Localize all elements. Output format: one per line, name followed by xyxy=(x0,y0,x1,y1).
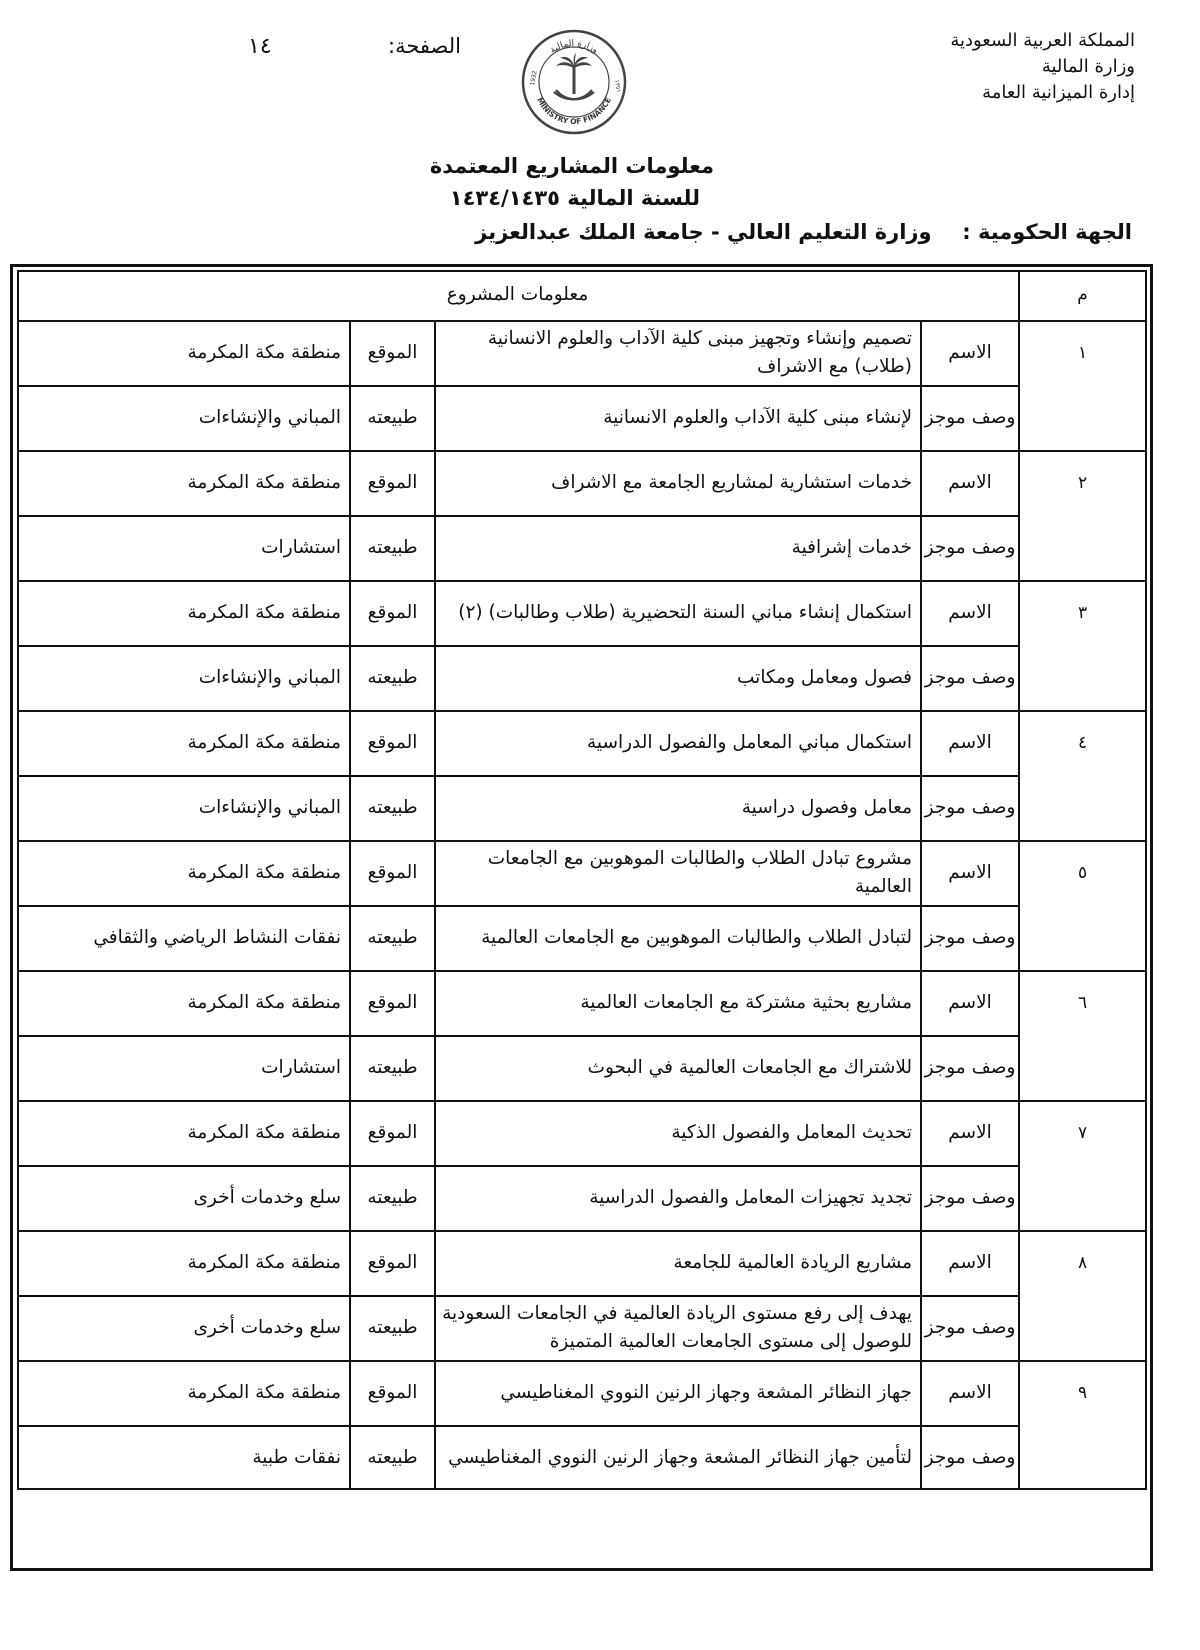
label-location xyxy=(351,710,434,775)
project-name xyxy=(436,1360,920,1425)
label-brief xyxy=(922,385,1018,450)
project-brief-text: تجديد تجهيزات المعامل والفصول الدراسية xyxy=(589,1186,912,1208)
project-nature-text: سلع وخدمات أخرى xyxy=(193,1316,341,1338)
label-brief-text: وصف موجز xyxy=(924,536,1016,558)
label-location-text: الموقع xyxy=(367,1121,418,1143)
department-name: إدارة الميزانية العامة xyxy=(982,82,1135,103)
project-name-text: مشاريع الريادة العالمية للجامعة xyxy=(673,1251,912,1273)
project-location-text: منطقة مكة المكرمة xyxy=(187,341,341,363)
label-name xyxy=(922,580,1018,645)
project-number-text: ٤ xyxy=(1077,732,1088,753)
label-location-text: الموقع xyxy=(367,1251,418,1273)
entity-label: الجهة الحكومية : xyxy=(962,220,1132,244)
project-brief-text: معامل وفصول دراسية xyxy=(741,796,912,818)
project-name-text: خدمات استشارية لمشاريع الجامعة مع الاشراف xyxy=(551,471,912,493)
label-name-text: الاسم xyxy=(948,861,992,883)
project-nature-text: المباني والإنشاءات xyxy=(198,406,341,428)
label-nature-text: طبيعته xyxy=(367,1316,418,1338)
project-number xyxy=(1020,1100,1145,1165)
project-nature xyxy=(19,1165,349,1230)
label-nature xyxy=(351,515,434,580)
label-name xyxy=(922,840,1018,905)
project-location-text: منطقة مكة المكرمة xyxy=(187,1121,341,1143)
label-brief xyxy=(922,905,1018,970)
label-name xyxy=(922,320,1018,385)
label-location xyxy=(351,1100,434,1165)
label-name xyxy=(922,1360,1018,1425)
label-name xyxy=(922,970,1018,1035)
project-nature xyxy=(19,1295,349,1360)
project-number-text: ٣ xyxy=(1077,602,1088,623)
label-name-text: الاسم xyxy=(948,1251,992,1273)
project-brief xyxy=(436,1425,920,1490)
label-nature-text: طبيعته xyxy=(367,1446,418,1468)
project-nature xyxy=(19,515,349,580)
government-entity xyxy=(475,220,1132,244)
label-location-text: الموقع xyxy=(367,861,418,883)
project-number-text: ٥ xyxy=(1077,862,1088,883)
label-location-text: الموقع xyxy=(367,991,418,1013)
label-nature xyxy=(351,775,434,840)
project-brief-text: خدمات إشرافية xyxy=(791,536,912,558)
project-nature xyxy=(19,645,349,710)
project-name xyxy=(436,1100,920,1165)
label-brief-text: وصف موجز xyxy=(924,1056,1016,1078)
project-nature xyxy=(19,775,349,840)
project-brief xyxy=(436,775,920,840)
project-location-text: منطقة مكة المكرمة xyxy=(187,731,341,753)
palm-swords-emblem xyxy=(554,53,594,99)
project-brief-text: للاشتراك مع الجامعات العالمية في البحوث xyxy=(587,1056,912,1078)
project-nature-text: استشارات xyxy=(261,536,341,558)
label-name xyxy=(922,450,1018,515)
label-location-text: الموقع xyxy=(367,471,418,493)
header-project-info xyxy=(17,270,1018,320)
project-brief xyxy=(436,1295,920,1360)
project-name xyxy=(436,970,920,1035)
project-location-text: منطقة مكة المكرمة xyxy=(187,991,341,1013)
project-nature-text: نفقات طبية xyxy=(252,1446,341,1468)
project-brief xyxy=(436,385,920,450)
project-number xyxy=(1020,710,1145,775)
label-location-text: الموقع xyxy=(367,731,418,753)
project-nature-text: استشارات xyxy=(261,1056,341,1078)
label-brief-text: وصف موجز xyxy=(924,666,1016,688)
label-nature xyxy=(351,1165,434,1230)
project-location-text: منطقة مكة المكرمة xyxy=(187,1251,341,1273)
project-location xyxy=(19,450,349,515)
project-location xyxy=(19,710,349,775)
project-nature xyxy=(19,905,349,970)
label-location xyxy=(351,970,434,1035)
label-brief-text: وصف موجز xyxy=(924,1316,1016,1338)
project-name xyxy=(436,580,920,645)
project-brief xyxy=(436,515,920,580)
project-nature xyxy=(19,1035,349,1100)
label-name-text: الاسم xyxy=(948,1121,992,1143)
project-brief xyxy=(436,1035,920,1100)
project-number xyxy=(1020,320,1145,385)
project-number-text: ٢ xyxy=(1077,472,1088,493)
label-location xyxy=(351,1230,434,1295)
project-brief-text: يهدف إلى رفع مستوى الريادة العالمية في الجامعات السعودية للوصول إلى مستوى الجامعات العالمية المتميزة xyxy=(442,1302,912,1352)
project-nature xyxy=(19,1425,349,1490)
label-nature-text: طبيعته xyxy=(367,536,418,558)
label-nature-text: طبيعته xyxy=(367,796,418,818)
label-nature xyxy=(351,385,434,450)
project-brief xyxy=(436,645,920,710)
project-name-text: مشروع تبادل الطلاب والطالبات الموهوبين مع الجامعات العالمية xyxy=(487,847,912,897)
label-name xyxy=(922,1100,1018,1165)
ministry-name: وزارة المالية xyxy=(1041,56,1135,77)
label-brief xyxy=(922,775,1018,840)
label-nature-text: طبيعته xyxy=(367,666,418,688)
project-location xyxy=(19,970,349,1035)
project-nature-text: المباني والإنشاءات xyxy=(198,666,341,688)
project-location xyxy=(19,1230,349,1295)
project-number-text: ١ xyxy=(1077,342,1088,363)
label-name-text: الاسم xyxy=(948,471,992,493)
project-location xyxy=(19,840,349,905)
ministry-logo xyxy=(520,28,628,136)
label-location xyxy=(351,580,434,645)
project-location xyxy=(19,1100,349,1165)
label-nature xyxy=(351,1425,434,1490)
logo-arabic-text: وزارة المالية xyxy=(548,38,600,56)
header-project-info-text: معلومات المشروع xyxy=(446,284,589,305)
label-location xyxy=(351,840,434,905)
project-brief-text: لتبادل الطلاب والطالبات الموهوبين مع الجامعات العالمية xyxy=(481,926,912,948)
label-name-text: الاسم xyxy=(948,601,992,623)
label-name xyxy=(922,1230,1018,1295)
page-label: الصفحة: xyxy=(388,34,461,58)
project-location xyxy=(19,1360,349,1425)
label-brief-text: وصف موجز xyxy=(924,796,1016,818)
label-location-text: الموقع xyxy=(367,1381,418,1403)
label-brief-text: وصف موجز xyxy=(924,1446,1016,1468)
project-nature-text: سلع وخدمات أخرى xyxy=(193,1186,341,1208)
label-brief xyxy=(922,1295,1018,1360)
project-number-text: ٨ xyxy=(1077,1252,1088,1273)
label-location xyxy=(351,450,434,515)
project-location-text: منطقة مكة المكرمة xyxy=(187,861,341,883)
label-location-text: الموقع xyxy=(367,601,418,623)
label-location xyxy=(351,320,434,385)
project-nature-text: المباني والإنشاءات xyxy=(198,796,341,818)
project-number xyxy=(1020,580,1145,645)
project-name-text: مشاريع بحثية مشتركة مع الجامعات العالمية xyxy=(580,991,912,1013)
label-name-text: الاسم xyxy=(948,991,992,1013)
ministry-header xyxy=(950,28,1135,106)
project-name xyxy=(436,450,920,515)
project-number-text: ٧ xyxy=(1077,1122,1088,1143)
label-brief xyxy=(922,1165,1018,1230)
project-number xyxy=(1020,1230,1145,1295)
project-brief xyxy=(436,905,920,970)
project-number-text: ٦ xyxy=(1077,992,1088,1013)
project-location xyxy=(19,580,349,645)
project-location-text: منطقة مكة المكرمة xyxy=(187,601,341,623)
project-brief-text: فصول ومعامل ومكاتب xyxy=(737,666,912,688)
project-brief-text: لتأمين جهاز النظائر المشعة وجهاز الرنين النووي المغناطيسي xyxy=(448,1446,912,1468)
project-brief xyxy=(436,1165,920,1230)
label-brief-text: وصف موجز xyxy=(924,926,1016,948)
label-name-text: الاسم xyxy=(948,1381,992,1403)
label-nature xyxy=(351,1295,434,1360)
project-name-text: تحديث المعامل والفصول الذكية xyxy=(671,1121,912,1143)
header-number-text: م xyxy=(1077,285,1088,305)
project-name xyxy=(436,1230,920,1295)
label-nature xyxy=(351,645,434,710)
document-title: معلومات المشاريع المعتمدة xyxy=(429,154,714,178)
project-brief-text: لإنشاء مبنى كلية الآداب والعلوم الانسانية xyxy=(603,406,912,428)
project-number xyxy=(1020,450,1145,515)
label-brief-text: وصف موجز xyxy=(924,1186,1016,1208)
country-name: المملكة العربية السعودية xyxy=(950,30,1135,51)
project-location-text: منطقة مكة المكرمة xyxy=(187,1381,341,1403)
label-location-text: الموقع xyxy=(367,341,418,363)
label-nature xyxy=(351,905,434,970)
project-name-text: استكمال إنشاء مباني السنة التحضيرية (طلاب وطالبات) (٢) xyxy=(458,601,912,623)
label-nature xyxy=(351,1035,434,1100)
label-nature-text: طبيعته xyxy=(367,1056,418,1078)
entity-value: وزارة التعليم العالي - جامعة الملك عبدالعزيز xyxy=(475,220,932,244)
table-border-right xyxy=(1145,270,1147,1490)
label-nature-text: طبيعته xyxy=(367,406,418,428)
project-name-text: تصميم وإنشاء وتجهيز مبنى كلية الآداب والعلوم الانسانية (طلاب) مع الاشراف xyxy=(487,327,912,377)
project-number xyxy=(1020,840,1145,905)
logo-english-text: MINISTRY OF FINANCE xyxy=(535,95,613,127)
project-number-text: ٩ xyxy=(1077,1382,1088,1403)
label-location xyxy=(351,1360,434,1425)
project-name xyxy=(436,840,920,905)
project-number xyxy=(1020,970,1145,1035)
project-location xyxy=(19,320,349,385)
project-name xyxy=(436,320,920,385)
label-nature-text: طبيعته xyxy=(367,926,418,948)
project-name xyxy=(436,710,920,775)
label-brief xyxy=(922,1425,1018,1490)
label-nature-text: طبيعته xyxy=(367,1186,418,1208)
fiscal-year-subtitle: للسنة المالية ١٤٣٤/١٤٣٥ xyxy=(449,186,700,210)
label-name xyxy=(922,710,1018,775)
label-brief-text: وصف موجز xyxy=(924,406,1016,428)
label-name-text: الاسم xyxy=(948,731,992,753)
project-nature xyxy=(19,385,349,450)
header-number xyxy=(1020,270,1145,320)
label-brief xyxy=(922,515,1018,580)
projects-table xyxy=(17,270,1147,1565)
label-brief xyxy=(922,1035,1018,1100)
project-nature-text: نفقات النشاط الرياضي والثقافي xyxy=(93,926,341,948)
logo-year-left: 1932 xyxy=(529,70,539,87)
project-name-text: جهاز النظائر المشعة وجهاز الرنين النووي المغناطيسي xyxy=(500,1381,912,1403)
label-brief xyxy=(922,645,1018,710)
page-number: ١٤ xyxy=(248,34,272,59)
logo-year-right: ١٣٥١ xyxy=(613,79,623,94)
project-location-text: منطقة مكة المكرمة xyxy=(187,471,341,493)
label-name-text: الاسم xyxy=(948,341,992,363)
project-name-text: استكمال مباني المعامل والفصول الدراسية xyxy=(586,731,912,753)
project-number xyxy=(1020,1360,1145,1425)
